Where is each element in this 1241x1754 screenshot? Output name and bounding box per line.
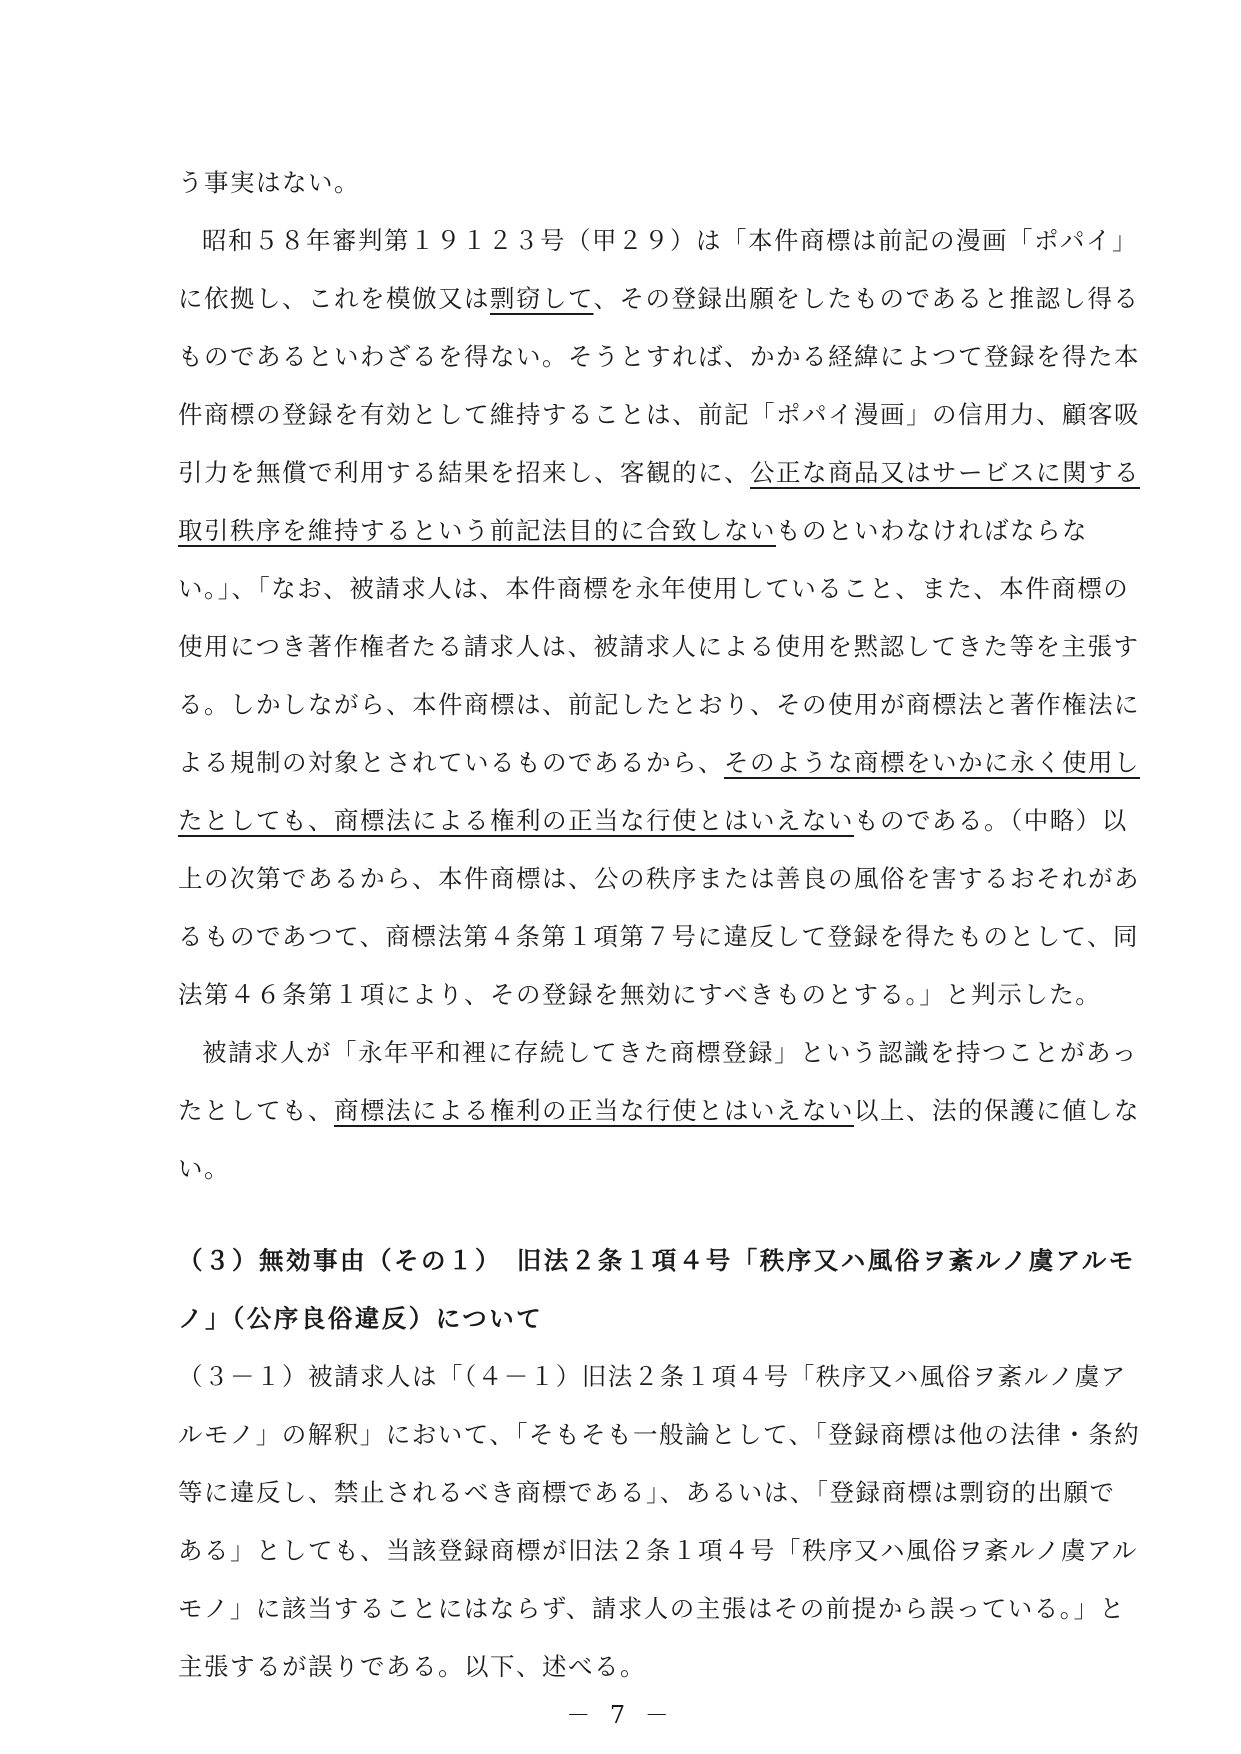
- body-line-15: 法第４６条第１項により、その登録を無効にすべきものとする。」と判示した。: [178, 980, 1102, 1009]
- body-line-7: 取引秩序を維持するという前記法目的に合致しないものといわなければならな: [178, 516, 1088, 545]
- body-line-1: う事実はない。: [178, 168, 360, 197]
- section-line-6: 主張するが誤りである。以下、述べる。: [178, 1652, 646, 1681]
- underlined-phrase: 取引秩序を維持するという前記法目的に合致しない: [178, 516, 776, 545]
- underlined-phrase: 商標法による権利の正当な行使とはいえない: [334, 1096, 854, 1125]
- section-heading-line-1: （３）無効事由（その１） 旧法２条１項４号「秩序又ハ風俗ヲ紊ルノ虞アルモ: [178, 1246, 1136, 1275]
- section-line-3: 等に違反し、禁止されるべき商標である」、あるいは、「登録商標は剽窃的出願で: [178, 1478, 1116, 1507]
- section-heading-line-2: ノ」（公序良俗違反）について: [178, 1304, 544, 1333]
- body-line-9: 使用につき著作権者たる請求人は、被請求人による使用を黙認してきた等を主張す: [178, 632, 1140, 661]
- body-line-18: い。: [178, 1154, 230, 1183]
- body-line-11: よる規制の対象とされているものであるから、そのような商標をいかに永く使用し: [178, 748, 1140, 777]
- body-line-6: 引力を無償で利用する結果を招来し、客観的に、公正な商品又はサービスに関する: [178, 458, 1140, 487]
- body-line-13: 上の次第であるから、本件商標は、公の秩序または善良の風俗を害するおそれがあ: [178, 864, 1140, 893]
- body-line-16: 被請求人が「永年平和裡に存続してきた商標登録」という認識を持つことがあっ: [202, 1038, 1138, 1067]
- underlined-phrase: そのような商標をいかに永く使用し: [724, 748, 1140, 777]
- underlined-phrase: 公正な商品又はサービスに関する: [750, 458, 1140, 487]
- section-line-2: ルモノ」の解釈」において、「そもそも一般論として、「登録商標は他の法律・条約: [178, 1420, 1141, 1449]
- underlined-phrase: たとしても、商標法による権利の正当な行使とはいえない: [178, 806, 854, 835]
- page-number: － 7 －: [566, 1701, 675, 1729]
- body-line-8: い。」、「なお、被請求人は、本件商標を永年使用していること、また、本件商標の: [178, 574, 1130, 603]
- section-line-1: （３－１）被請求人は「（４－１）旧法２条１項４号「秩序又ハ風俗ヲ紊ルノ虞ア: [178, 1362, 1127, 1391]
- body-line-12: たとしても、商標法による権利の正当な行使とはいえないものである。（中略）以: [178, 806, 1128, 835]
- body-line-10: る。しかしながら、本件商標は、前記したとおり、その使用が商標法と著作権法に: [178, 690, 1140, 719]
- body-line-3: に依拠し、これを模倣又は剽窃して、その登録出願をしたものであると推認し得る: [178, 284, 1140, 313]
- underlined-phrase: 剽窃して: [490, 284, 594, 313]
- body-line-17: たとしても、商標法による権利の正当な行使とはいえない以上、法的保護に値しな: [178, 1096, 1140, 1125]
- section-line-5: モノ」に該当することにはならず、請求人の主張はその前提から誤っている。」と: [178, 1594, 1126, 1623]
- body-line-14: るものであつて、商標法第４条第１項第７号に違反して登録を得たものとして、同: [178, 922, 1140, 951]
- body-line-4: ものであるといわざるを得ない。そうとすれば、かかる経緯によつて登録を得た本: [178, 342, 1140, 371]
- body-line-5: 件商標の登録を有効として維持することは、前記「ポパイ漫画」の信用力、顧客吸: [178, 400, 1140, 429]
- body-line-2: 昭和５８年審判第１９１２３号（甲２９）は「本件商標は前記の漫画「ポパイ」: [202, 226, 1138, 255]
- section-line-4: ある」としても、当該登録商標が旧法２条１項４号「秩序又ハ風俗ヲ紊ルノ虞アル: [178, 1536, 1139, 1565]
